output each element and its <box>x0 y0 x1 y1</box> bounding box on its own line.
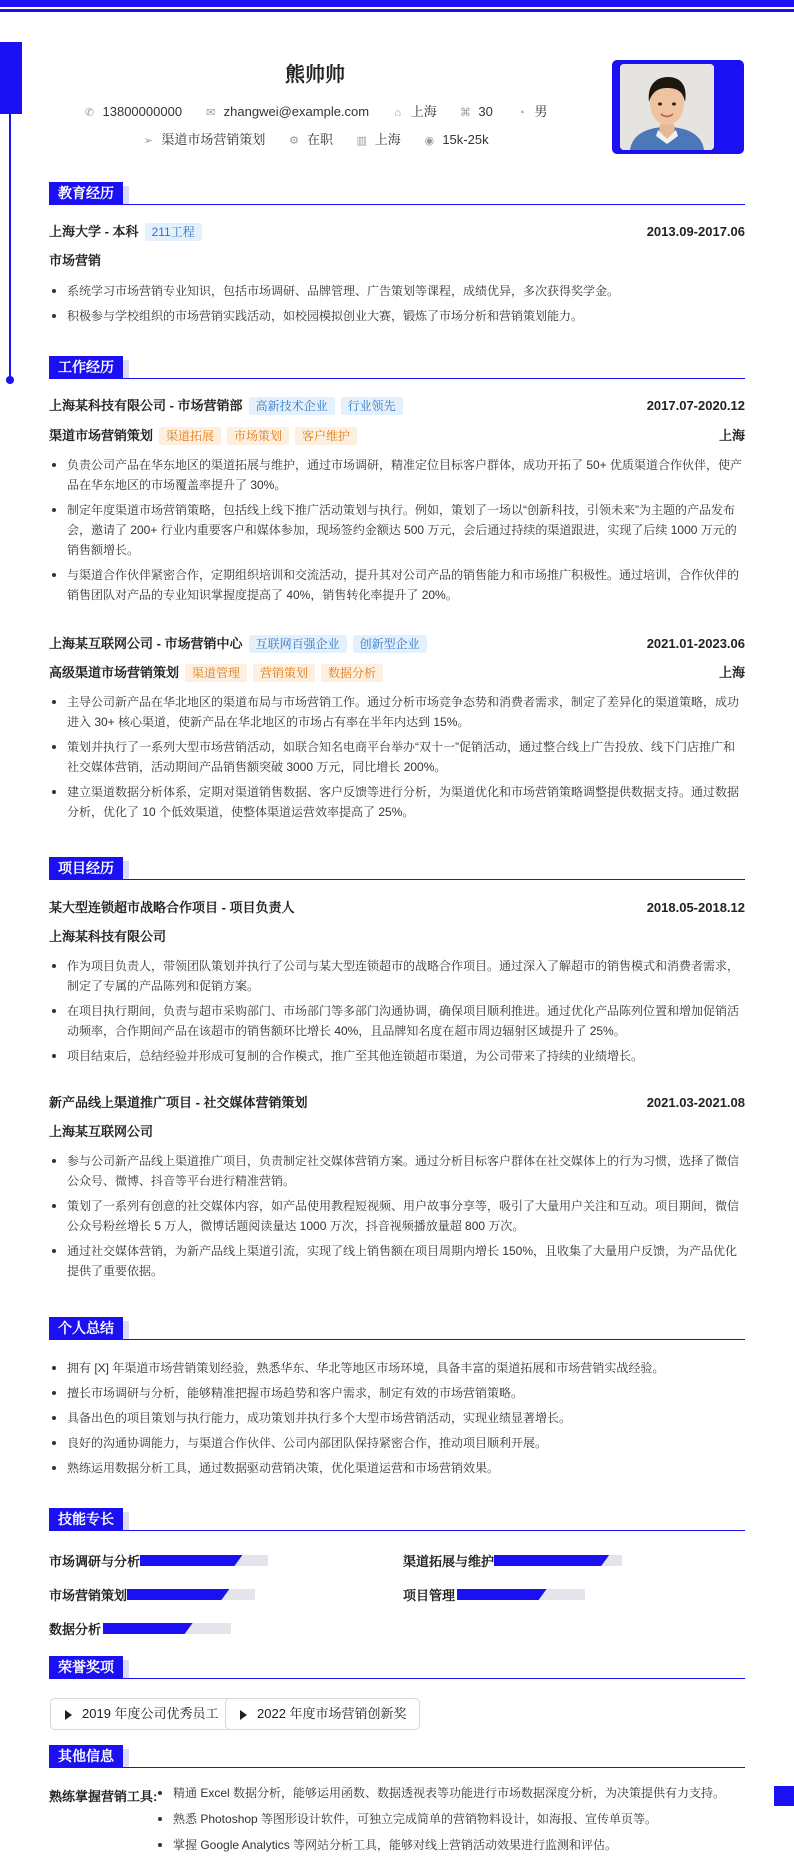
role-tag: 市场策划 <box>227 427 289 445</box>
section-divider <box>49 1530 745 1531</box>
company-tag: 互联网百强企业 <box>249 635 347 653</box>
city-text: 上海 <box>410 104 437 119</box>
gender-icon: ◔ <box>518 107 525 119</box>
target-city-text: 上海 <box>374 132 401 147</box>
section-title: 技能专长 <box>49 1508 123 1530</box>
section-title: 项目经历 <box>49 857 123 879</box>
skill-name: 市场营销策划 <box>49 1588 128 1603</box>
candidate-name: 熊帅帅 <box>285 64 345 86</box>
section-other-header <box>49 1745 745 1769</box>
list-item: 与渠道合作伙伴紧密合作，定期组织培训和交流活动，提升其对公司产品的销售能力和市场推广积极性。通过培训，合作伙伴的销售团队对产品的专业知识掌握度提高了 40%，销售转化率提升了 20%。 <box>49 565 745 605</box>
top-accent-line <box>0 9 794 12</box>
section-honors-header <box>49 1656 745 1680</box>
school-name: 上海大学 - 本科 <box>49 224 139 239</box>
section-education-header <box>49 182 745 206</box>
list-item: 策划了一系列有创意的社交媒体内容，如产品使用教程短视频、用户故事分享等，吸引了大量用户关注和互动。项目期间，微信公众号粉丝增长 5 万人，微博话题阅读量达 1000 万次，抖音视频播放量超 800 万次。 <box>49 1196 745 1236</box>
section-divider <box>49 879 745 880</box>
project-company: 上海某科技有限公司 <box>49 929 167 944</box>
role-tag: 渠道管理 <box>185 664 247 682</box>
age-icon: ⌘ <box>459 107 471 119</box>
gender-item <box>514 101 547 120</box>
education-header <box>49 223 745 241</box>
project-2-header <box>49 1094 745 1112</box>
section-divider <box>49 378 745 379</box>
section-divider <box>49 204 745 205</box>
section-divider <box>49 1767 745 1768</box>
list-item: 擅长市场调研与分析，能够精准把握市场趋势和客户需求，制定有效的市场营销策略。 <box>49 1383 745 1403</box>
project-period: 2018.05-2018.12 <box>646 900 745 915</box>
right-accent-square <box>774 1786 794 1806</box>
work-2-header <box>49 635 745 653</box>
section-summary-header <box>49 1317 745 1341</box>
school-tag: 211工程 <box>145 223 202 241</box>
home-icon: ⌂ <box>394 107 402 119</box>
project-name: 某大型连锁超市战略合作项目 - 项目负责人 <box>49 900 295 915</box>
other-bullets <box>155 1783 745 1861</box>
job-title: 高级渠道市场营销策划 <box>49 665 180 680</box>
portrait-illustration <box>620 64 714 150</box>
play-icon <box>240 1710 247 1720</box>
status-text: 在职 <box>307 132 334 147</box>
section-projects-header <box>49 857 745 881</box>
gear-icon: ⚙ <box>289 135 299 147</box>
education-bullets <box>49 281 745 331</box>
list-item: 精通 Excel 数据分析，能够运用函数、数据透视表等功能进行市场数据深度分析，为决策提供有力支持。 <box>155 1783 745 1803</box>
list-item: 通过社交媒体营销，为新产品线上渠道引流，实现了线上销售额在项目周期内增长 150%，且收集了大量用户反馈，为产品优化提供了重要依据。 <box>49 1241 745 1281</box>
list-item: 掌握 Google Analytics 等网站分析工具，能够对线上营销活动效果进行监测和评估。 <box>155 1835 745 1855</box>
list-item: 拥有 [X] 年渠道市场营销策划经验，熟悉华东、华北等地区市场环境，具备丰富的渠道拓展和市场营销实战经验。 <box>49 1358 745 1378</box>
work-2-role <box>49 664 745 682</box>
role-tag: 渠道拓展 <box>159 427 221 445</box>
send-icon: ➢ <box>143 135 154 147</box>
company-name: 上海某科技有限公司 - 市场营销部 <box>49 398 243 413</box>
list-item: 项目结束后，总结经验并形成可复制的合作模式，推广至其他连锁超市渠道，为公司带来了持续的业绩增长。 <box>49 1046 745 1066</box>
skill-bar-fill <box>494 1555 609 1566</box>
job-item <box>141 129 265 148</box>
phone-text: 13800000000 <box>102 104 183 119</box>
list-item: 良好的沟通协调能力，与渠道合作伙伴、公司内部团队保持紧密合作，推动项目顺利开展。 <box>49 1433 745 1453</box>
list-item: 作为项目负责人，带领团队策划并执行了公司与某大型连锁超市的战略合作项目。通过深入了解超市的销售模式和消费者需求，制定了专属的产品陈列和促销方案。 <box>49 956 745 996</box>
section-title: 荣誉奖项 <box>49 1656 123 1678</box>
project-2-bullets <box>49 1151 745 1286</box>
section-work-header <box>49 356 745 380</box>
list-item: 参与公司新产品线上渠道推广项目，负责制定社交媒体营销方案。通过分析目标客户群体在社交媒体上的行为习惯，选择了微信公众号、微博、抖音等平台进行精准营销。 <box>49 1151 745 1191</box>
list-item: 在项目执行期间，负责与超市采购部门、市场部门等多部门沟通协调，确保项目顺利推进。通过优化产品陈列位置和增加促销活动频率，合作期间产品在该超市的销售额环比增长 40%，且品牌知名度在超市周边辐射区域提升了 25%。 <box>49 1001 745 1041</box>
company-tag: 创新型企业 <box>353 635 427 653</box>
status-item <box>287 129 333 148</box>
major: 市场营销 <box>49 253 102 268</box>
section-divider <box>49 1339 745 1340</box>
role-tag: 数据分析 <box>321 664 383 682</box>
section-title: 教育经历 <box>49 182 123 204</box>
job-intent-row <box>0 129 630 148</box>
skill-bar-fill <box>457 1589 547 1600</box>
list-item: 积极参与学校组织的市场营销实践活动，如校园模拟创业大赛，锻炼了市场分析和营销策划能力。 <box>49 306 745 326</box>
honor-badge <box>225 1698 420 1730</box>
salary-item <box>422 132 488 147</box>
list-item: 具备出色的项目策划与执行能力，成功策划并执行多个大型市场营销活动，实现业绩显著增长。 <box>49 1408 745 1428</box>
profile-photo <box>620 64 714 150</box>
project-period: 2021.03-2021.08 <box>646 1095 745 1110</box>
list-item: 策划并执行了一系列大型市场营销活动，如联合知名电商平台举办“双十一”促销活动，通过整合线上广告投放、线下门店推广和社交媒体营销，活动期间产品销售额突破 3000 万元，同比增长 200%。 <box>49 737 745 777</box>
building-icon: ▥ <box>356 135 367 147</box>
role-tag: 营销策划 <box>253 664 315 682</box>
phone-item <box>83 104 183 119</box>
gender-text: 男 <box>534 104 548 119</box>
work-2-bullets <box>49 692 745 827</box>
skill-bar-track <box>127 1589 255 1600</box>
section-skills-header <box>49 1508 745 1532</box>
age-text: 30 <box>478 104 493 119</box>
left-accent-dot <box>6 376 14 384</box>
company-tag: 高新技术企业 <box>249 397 335 415</box>
project-1-bullets <box>49 956 745 1071</box>
honor-badge <box>50 1698 232 1730</box>
work-period: 2017.07-2020.12 <box>646 398 745 413</box>
salary-text: 15k-25k <box>442 132 489 147</box>
contact-row <box>0 101 630 120</box>
play-icon <box>65 1710 72 1720</box>
top-accent-bar <box>0 0 794 7</box>
list-item: 负责公司产品在华东地区的渠道拓展与维护，通过市场调研，精准定位目标客户群体，成功开拓了 50+ 优质渠道合作伙伴，使产品在华东地区的市场覆盖率提升了 30%。 <box>49 455 745 495</box>
email-text: zhangwei@example.com <box>223 104 370 119</box>
list-item: 建立渠道数据分析体系，定期对渠道销售数据、客户反馈等进行分析，为渠道优化和市场营销策略调整提供数据支持。通过数据分析，优化了 10 个低效渠道，使整体渠道运营效率提高了 25%。 <box>49 782 745 822</box>
list-item: 制定年度渠道市场营销策略，包括线上线下推广活动策划与执行。例如，策划了一场以“创新科技，引领未来”为主题的产品发布会，邀请了 200+ 行业内重要客户和媒体参加，现场签约金额达 500 万元，会后通过持续的渠道跟进，实现了后续 1000 万元的销售额增长。 <box>49 500 745 560</box>
work-period: 2021.01-2023.06 <box>646 636 745 651</box>
honor-text: 2019 年度公司优秀员工 <box>82 1706 219 1721</box>
company-tag: 行业领先 <box>341 397 403 415</box>
work-1-bullets <box>49 455 745 610</box>
skill-name: 数据分析 <box>49 1622 102 1637</box>
skill-name: 项目管理 <box>403 1588 456 1603</box>
section-title: 其他信息 <box>49 1745 123 1767</box>
list-item: 主导公司新产品在华北地区的渠道布局与市场营销工作。通过分析市场竞争态势和消费者需求，制定了差异化的渠道策略，成功进入 30+ 核心渠道，使新产品在华北地区的市场占有率在半年内达到 15%。 <box>49 692 745 732</box>
work-1-header <box>49 397 745 415</box>
age-item <box>458 104 492 119</box>
section-divider <box>49 1678 745 1679</box>
profile-photo-frame <box>612 60 744 154</box>
phone-icon: ✆ <box>84 107 95 119</box>
mail-icon: ✉ <box>206 107 216 119</box>
email-item <box>204 104 369 119</box>
target-city-item <box>355 129 401 148</box>
section-title: 个人总结 <box>49 1317 123 1339</box>
skill-bar-track <box>140 1555 268 1566</box>
project-name: 新产品线上渠道推广项目 - 社交媒体营销策划 <box>49 1095 308 1110</box>
work-location: 上海 <box>718 665 745 680</box>
left-accent-line <box>9 114 11 380</box>
role-tag: 客户维护 <box>295 427 357 445</box>
summary-bullets <box>49 1358 745 1483</box>
job-text: 渠道市场营销策划 <box>161 132 266 147</box>
list-item: 系统学习市场营销专业知识，包括市场调研、品牌管理、广告策划等课程，成绩优异，多次获得奖学金。 <box>49 281 745 301</box>
coin-icon: ◉ <box>424 135 435 147</box>
section-title: 工作经历 <box>49 356 123 378</box>
skill-bar-track <box>457 1589 585 1600</box>
honor-text: 2022 年度市场营销创新奖 <box>257 1706 407 1721</box>
skill-name: 市场调研与分析 <box>49 1554 141 1569</box>
skill-bar-fill <box>103 1623 193 1634</box>
project-company: 上海某互联网公司 <box>49 1124 154 1139</box>
skill-bar-track <box>103 1623 231 1634</box>
company-name: 上海某互联网公司 - 市场营销中心 <box>49 636 243 651</box>
skill-bar-fill <box>140 1555 242 1566</box>
work-1-role <box>49 427 745 445</box>
city-item <box>391 101 437 120</box>
skill-bar-track <box>494 1555 622 1566</box>
project-1-header <box>49 899 745 917</box>
list-item: 熟练运用数据分析工具，通过数据驱动营销决策，优化渠道运营和市场营销效果。 <box>49 1458 745 1478</box>
list-item: 熟悉 Photoshop 等图形设计软件，可独立完成简单的营销物料设计，如海报、宣传单页等。 <box>155 1809 745 1829</box>
education-period: 2013.09-2017.06 <box>646 224 745 239</box>
skill-bar-fill <box>127 1589 229 1600</box>
work-location: 上海 <box>718 428 745 443</box>
skill-name: 渠道拓展与维护 <box>403 1554 495 1569</box>
job-title: 渠道市场营销策划 <box>49 428 154 443</box>
other-label: 熟练掌握营销工具: <box>49 1789 158 1804</box>
